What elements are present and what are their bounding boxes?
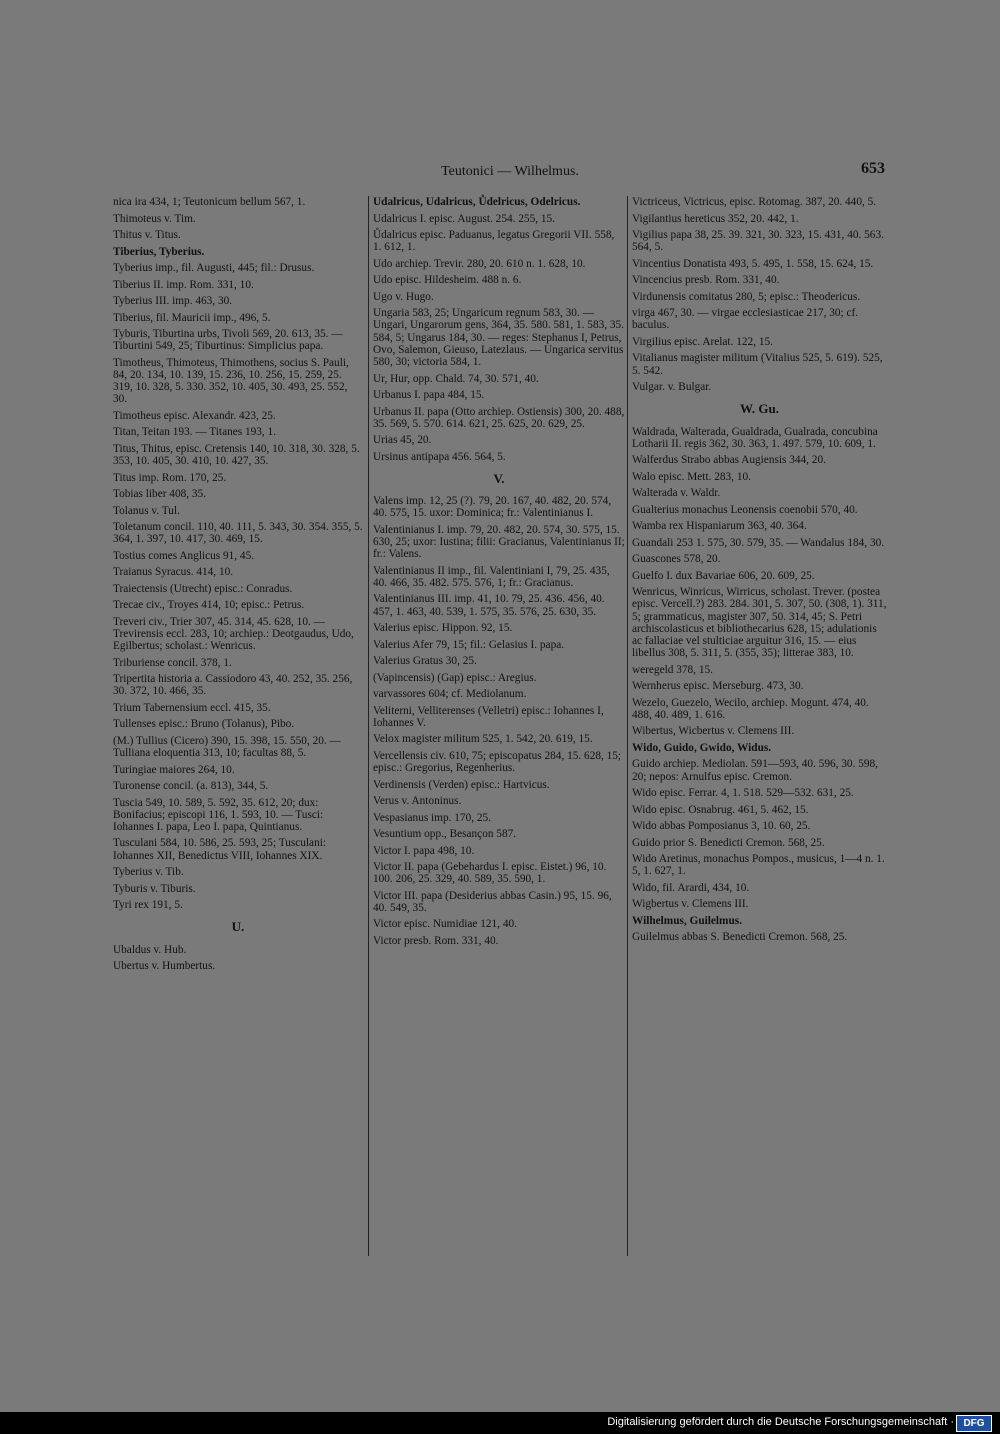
- index-entry: nica ira 434, 1; Teutonicum bellum 567, 1.: [113, 196, 306, 208]
- index-entry: Wido, fil. Arardi, 434, 10.: [632, 881, 750, 894]
- index-entry: Guido archiep. Mediolan. 591—593, 40. 596, 30. 598, 20; nepos: Arnulfus episc. Cremon.: [632, 758, 878, 783]
- index-entry: Tyburis v. Tiburis.: [113, 882, 196, 895]
- index-entry: Ugo v. Hugo.: [373, 290, 434, 303]
- index-entry: Udo archiep. Trevir. 280, 20. 610 n. 1. 628, 10.: [373, 257, 586, 270]
- index-entry: Wido episc. Osnabrug. 461, 5. 462, 15.: [632, 803, 809, 816]
- index-entry: Ubertus v. Humbertus.: [113, 960, 216, 973]
- index-entry: Wenricus, Winricus, Wirricus, scholast. Trever. (postea episc. Vercell.?) 283. 284. 301, 5. 307, 50. (308, 1). 311, 5; grammaticus, magister 307, 50. 314, 45; S. Petri archiscolasticus et bibliothecarius 628, 15; adulationis ac fallaciae vel stulticiae arguitur 316, 15. — eius libellus 308, 5. 311, 5. (355, 35); litterae 383, 10.: [632, 586, 887, 660]
- index-entry: Valerius Gratus 30, 25.: [373, 655, 477, 668]
- index-entry: Guido prior S. Benedicti Cremon. 568, 25.: [632, 836, 825, 849]
- index-entry: Wibertus, Wicbertus v. Clemens III.: [632, 725, 795, 738]
- index-entry: Waldrada, Walterada, Gualdrada, Gualrada, concubina Lotharii II. regis 362, 30. 363, 1. 497. 579, 10. 609, 1.: [632, 425, 878, 450]
- index-entry: Ungaria 583, 25; Ungaricum regnum 583, 30. — Ungari, Ungarorum gens, 364, 35. 580. 581, 1. 583, 35. 584, 5; Ungarus 184, 30. — reges: Stephanus I, Petrus, Ovo, Salemon, Gieuso, Latezlaus. — Ungarica servitus 580, 30; victoria 584, 1.: [373, 307, 625, 369]
- index-entry: Victor presb. Rom. 331, 40.: [373, 934, 499, 947]
- dfg-logo-text: DFG: [963, 1418, 985, 1429]
- index-entry: Gualterius monachus Leonensis coenobii 570, 40.: [632, 503, 858, 516]
- index-entry: Tyburis, Tiburtina urbs, Tivoli 569, 20. 613, 35. — Tiburtini 549, 25; Tiburtinus: Simplicius papa.: [113, 328, 343, 353]
- index-entry: Titus, Thitus, episc. Cretensis 140, 10. 318, 30. 328, 5. 353, 10. 405, 30. 410, 10. 427, 35.: [113, 442, 360, 468]
- index-entry: Turingiae maiores 264, 10.: [113, 763, 235, 776]
- index-entry: Tyberius imp., fil. Augusti, 445; fil.: Drusus.: [113, 262, 315, 274]
- index-entry: Toletanum concil. 110, 40. 111, 5. 343, 30. 354. 355, 5. 364, 1. 397, 10. 417, 30. 469, 15.: [113, 521, 363, 546]
- index-column-1: [113, 196, 363, 977]
- index-entry: Valens imp. 12, 25 (?). 79, 20. 167, 40. 482, 20. 574, 40. 575, 15. uxor: Dominica; fr.: Valentinianus I.: [373, 495, 612, 520]
- index-entry: Urbanus I. papa 484, 15.: [373, 389, 485, 402]
- index-entry: Tyri rex 191, 5.: [113, 899, 183, 912]
- index-entry: Guascones 578, 20.: [632, 553, 721, 566]
- section-letter: U.: [231, 919, 245, 935]
- index-entry: Tyberius III. imp. 463, 30.: [113, 295, 233, 307]
- index-entry: Tobias liber 408, 35.: [113, 488, 207, 501]
- index-entry: Tolanus v. Tul.: [113, 504, 180, 517]
- index-column-2: [373, 196, 625, 951]
- index-entry: Guilelmus abbas S. Benedicti Cremon. 568, 25.: [632, 931, 848, 944]
- digitization-footer: [0, 1412, 1000, 1434]
- index-entry: Valentinianus II imp., fil. Valentiniani I, 79, 25. 435, 40. 466, 35. 482. 575. 576, 1; fr.: Gracianus.: [373, 564, 610, 589]
- index-entry: (Vapincensis) (Gap) episc.: Aregius.: [373, 671, 537, 684]
- index-entry: Thitus v. Titus.: [113, 229, 181, 241]
- index-entry: Victriceus, Victricus, episc. Rotomag. 387, 20. 440, 5.: [632, 196, 877, 208]
- index-entry: Walterada v. Waldr.: [632, 487, 721, 500]
- index-entry: Triburiense concil. 378, 1.: [113, 656, 232, 669]
- index-entry: Victor I. papa 498, 10.: [373, 844, 475, 857]
- index-entry: Tostius comes Anglicus 91, 45.: [113, 549, 255, 562]
- index-entry: Treveri civ., Trier 307, 45. 314, 45. 628, 10. — Trevirensis eccl. 283, 10; archiep.: Deotgaudus, Udo, Egilbertus; scholast.: Wenricus.: [113, 615, 354, 653]
- index-entry: Timotheus, Thimoteus, Thimothens, socius S. Pauli, 84, 20. 134, 10. 139, 15. 236, 10. 256, 15. 259, 25. 319, 10. 328, 5. 330. 352, 10. 405, 30. 493, 25. 552, 30.: [113, 356, 349, 406]
- index-entry: Valentinianus III. imp. 41, 10. 79, 25. 436. 456, 40. 457, 1. 463, 40. 539, 1. 575, 35. 576, 25. 630, 35.: [373, 593, 605, 618]
- index-headword-group: Udalricus, Udalricus, Ůdelricus, Odelricus.: [373, 196, 581, 208]
- index-entry: Victor III. papa (Desiderius abbas Casin.) 95, 15. 96, 40. 549, 35.: [373, 889, 612, 914]
- dfg-logo-icon[interactable]: [956, 1415, 992, 1432]
- index-entry: Veliterni, Velliterenses (Velletri) episc.: Iohannes I, Iohannes V.: [373, 704, 604, 729]
- index-entry: Tripertita historia a. Cassiodoro 43, 40. 252, 35. 256, 30. 372, 10. 466, 35.: [113, 673, 353, 698]
- index-entry: Tyberius v. Tib.: [113, 866, 184, 879]
- index-entry: Wamba rex Hispaniarum 363, 40. 364.: [632, 520, 807, 533]
- index-entry: Wido episc. Ferrar. 4, 1. 518. 529—532. 631, 25.: [632, 787, 854, 800]
- index-entry: Velox magister militum 525, 1. 542, 20. 619, 15.: [373, 733, 593, 746]
- index-entry: Tiberius, fil. Mauricii imp., 496, 5.: [113, 311, 271, 324]
- index-entry: Guelfo I. dux Bavariae 606, 20. 609, 25.: [632, 569, 815, 582]
- index-entry: Walo episc. Mett. 283, 10.: [632, 470, 751, 483]
- index-entry: Trecae civ., Troyes 414, 10; episc.: Petrus.: [113, 599, 305, 612]
- index-entry: Tusculani 584, 10. 586, 25. 593, 25; Tusculani: Iohannes XII, Benedictus VIII, Iohannes XIX.: [113, 837, 326, 862]
- index-entry: Wezelo, Guezelo, Wecilo, archiep. Mogunt. 474, 40. 488, 40. 489, 1. 616.: [632, 696, 869, 721]
- column-divider: [368, 196, 369, 1256]
- index-entry: Timotheus episc. Alexandr. 423, 25.: [113, 409, 276, 422]
- index-entry: Victor II. papa (Gebehardus I. episc. Eistet.) 96, 10. 100. 206, 25. 329, 40. 589, 35. 590, 1.: [373, 861, 607, 886]
- running-head-title: Teutonici — Wilhelmus.: [441, 164, 579, 179]
- index-entry: Verdinensis (Verden) episc.: Hartvicus.: [373, 778, 550, 791]
- index-entry: varvassores 604; cf. Mediolanum.: [373, 688, 527, 701]
- index-entry: Vitalianus magister militum (Vitalius 525, 5. 619). 525, 5. 542.: [632, 352, 883, 377]
- index-entry: Victor episc. Numidiae 121, 40.: [373, 918, 517, 931]
- index-entry: Trium Tabernensium eccl. 415, 35.: [113, 701, 271, 714]
- index-entry: Ursinus antipapa 456. 564, 5.: [373, 450, 506, 463]
- index-entry: Ůdalricus episc. Paduanus, legatus Gregorii VII. 558, 1. 612, 1.: [373, 229, 615, 254]
- index-entry: Virdunensis comitatus 280, 5; episc.: Theodericus.: [632, 290, 861, 303]
- index-entry: Udalricus I. episc. August. 254. 255, 15.: [373, 212, 555, 225]
- index-entry: Vulgar. v. Bulgar.: [632, 381, 712, 394]
- index-entry: Vesuntium opp., Besançon 587.: [373, 828, 517, 841]
- index-entry: Tuscia 549, 10. 589, 5. 592, 35. 612, 20; dux: Bonifacius; episcopi 116, 1. 593, 10. — Tusci: Iohannes I. papa, Leo I. papa, Quintianus.: [113, 796, 324, 833]
- index-entry: Wido Aretinus, monachus Pompos., musicus, 1—4 n. 1. 5, 1. 627, 1.: [632, 853, 885, 878]
- section-letter: W. Gu.: [740, 401, 779, 417]
- index-headword-group: Tiberius, Tyberius.: [113, 245, 205, 258]
- index-entry: Wernherus episc. Merseburg. 473, 30.: [632, 680, 804, 693]
- index-entry: Vigilius papa 38, 25. 39. 321, 30. 323, 15. 431, 40. 563. 564, 5.: [632, 229, 884, 254]
- index-entry: Valentinianus I. imp. 79, 20. 482, 20. 574, 30. 575, 15. 630, 25; uxor: Iustina; filii: Gracianus, Valentinianus II; fr.: Valens.: [373, 523, 625, 561]
- page-number: 653: [861, 160, 885, 177]
- index-entry: Ubaldus v. Hub.: [113, 943, 187, 956]
- section-letter: V.: [493, 470, 505, 486]
- index-headword-group: Wilhelmus, Guilelmus.: [632, 914, 742, 927]
- index-entry: Ur, Hur, opp. Chald. 74, 30. 571, 40.: [373, 372, 539, 385]
- index-entry: virga 467, 30. — virgae ecclesiasticae 217, 30; cf. baculus.: [632, 307, 859, 332]
- index-entry: Tullenses episc.: Bruno (Tolanus), Pibo.: [113, 718, 295, 731]
- index-entry: Wigbertus v. Clemens III.: [632, 898, 749, 911]
- index-column-3: [632, 196, 887, 948]
- index-entry: Urias 45, 20.: [373, 434, 432, 447]
- index-entry: Vigilantius hereticus 352, 20. 442, 1.: [632, 212, 799, 225]
- index-entry: Guandali 253 1. 575, 30. 579, 35. — Wandalus 184, 30.: [632, 536, 885, 549]
- index-entry: Vincentius Donatista 493, 5. 495, 1. 558, 15. 624, 15.: [632, 257, 874, 270]
- column-divider: [627, 196, 628, 1256]
- index-entry: Walferdus Strabo abbas Augiensis 344, 20.: [632, 454, 826, 467]
- index-entry: Vespasianus imp. 170, 25.: [373, 811, 491, 824]
- index-entry: Virgilius episc. Arelat. 122, 15.: [632, 335, 773, 348]
- index-entry: Valerius episc. Hippon. 92, 15.: [373, 622, 513, 635]
- index-entry: Wido abbas Pomposianus 3, 10. 60, 25.: [632, 820, 811, 833]
- index-entry: Turonense concil. (a. 813), 344, 5.: [113, 780, 269, 793]
- index-headword-group: Wido, Guido, Gwido, Widus.: [632, 741, 772, 754]
- index-entry: Tiberius II. imp. Rom. 331, 10.: [113, 278, 254, 291]
- running-head: [0, 160, 1000, 184]
- index-entry: (M.) Tullius (Cicero) 390, 15. 398, 15. 550, 20. — Tulliana eloquentia 313, 10; facultas 88, 5.: [113, 734, 341, 760]
- index-entry: Vercellensis civ. 610, 75; episcopatus 284, 15. 628, 15; episc.: Gregorius, Regenherius.: [373, 749, 622, 775]
- funding-credit: Digitalisierung gefördert durch die Deutsche Forschungsgemeinschaft ·: [607, 1416, 954, 1428]
- index-entry: Traiectensis (Utrecht) episc.: Conradus.: [113, 582, 293, 595]
- index-entry: Valerius Afer 79, 15; fil.: Gelasius I. papa.: [373, 638, 565, 651]
- index-entry: weregeld 378, 15.: [632, 663, 713, 676]
- index-entry: Thimoteus v. Tim.: [113, 212, 196, 225]
- index-entry: Traianus Syracus. 414, 10.: [113, 566, 234, 579]
- index-entry: Vincencius presb. Rom. 331, 40.: [632, 274, 780, 287]
- index-entry: Udo episc. Hildesheim. 488 n. 6.: [373, 274, 522, 287]
- index-entry: Titus imp. Rom. 170, 25.: [113, 471, 227, 484]
- index-entry: Verus v. Antoninus.: [373, 795, 462, 808]
- index-entry: Urbanus II. papa (Otto archiep. Ostiensis) 300, 20. 488, 35. 569, 5. 570. 614. 621, 25. 625, 20. 629, 25.: [373, 405, 625, 430]
- index-entry: Titan, Teitan 193. — Titanes 193, 1.: [113, 426, 277, 439]
